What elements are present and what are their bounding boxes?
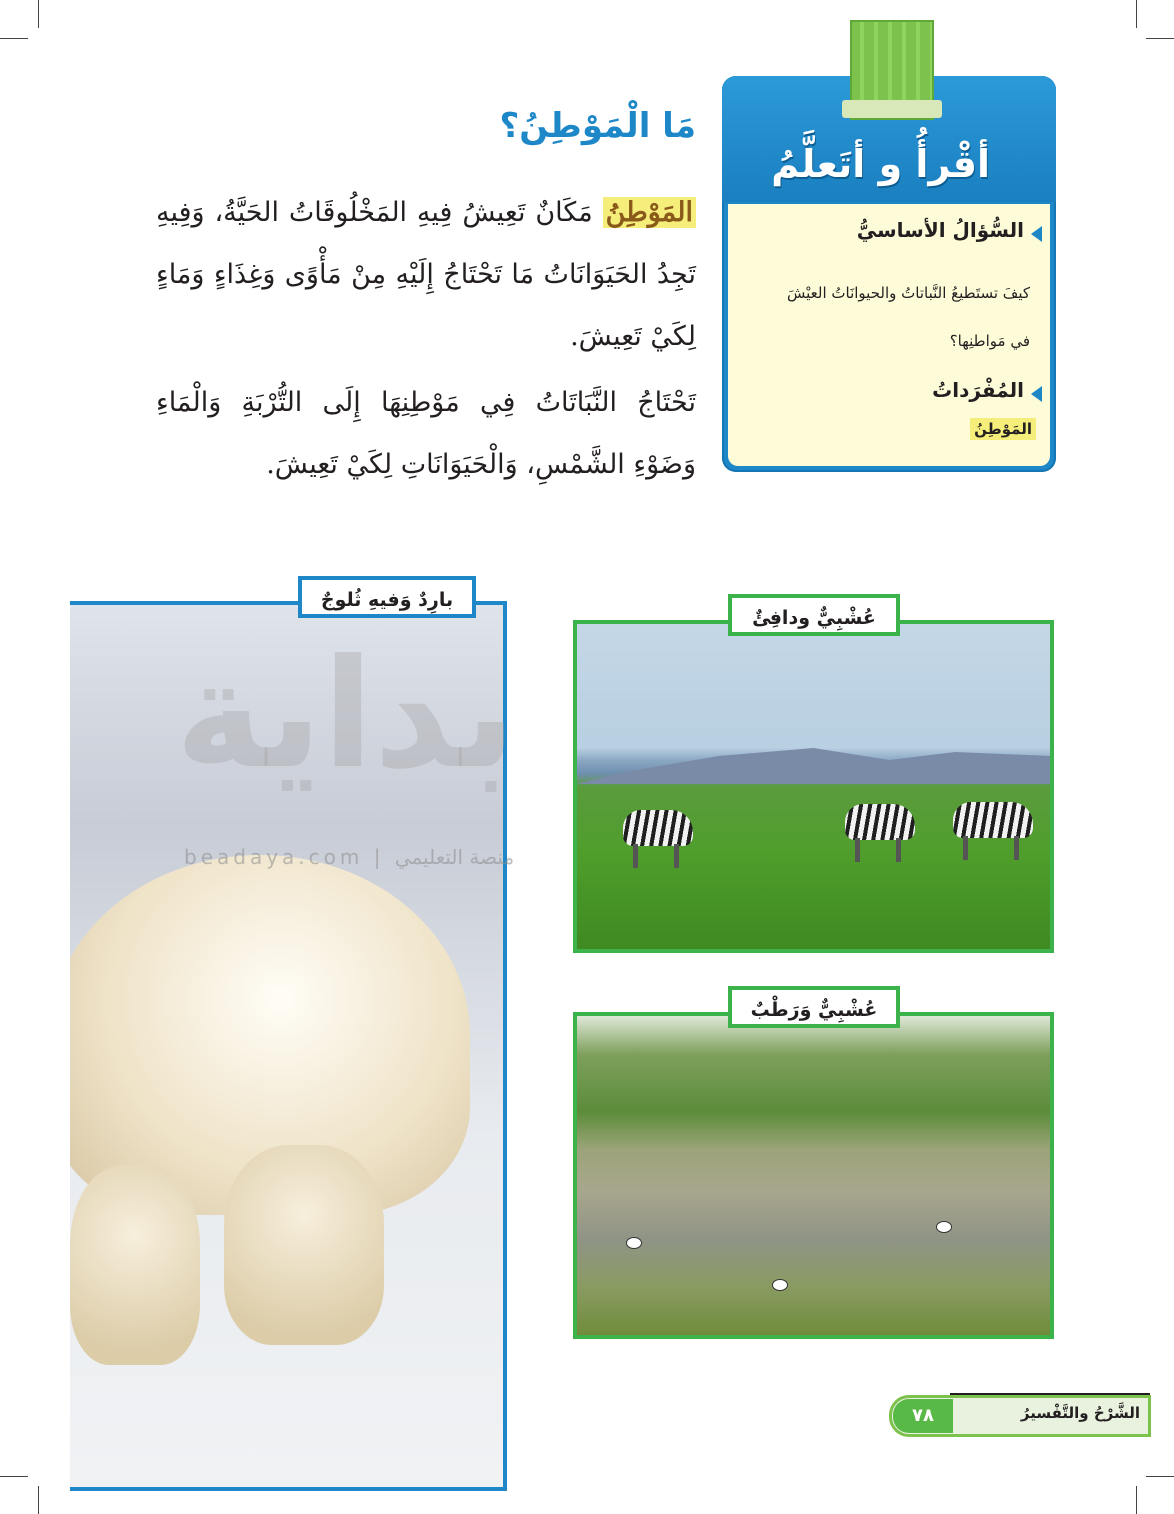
mountain-range <box>577 744 1050 784</box>
zebra-grassland-photo <box>573 620 1054 953</box>
vocabulary-heading: المُفْرَداتُ <box>932 378 1042 402</box>
zebra-caption: عُشْبِيٌّ ودافِئٌ <box>728 594 900 636</box>
crop-mark <box>1146 38 1174 39</box>
watermark-text: beadaya.com | منصة التعليمي <box>184 845 515 869</box>
vocabulary-word: المَوْطِنُ <box>970 418 1036 440</box>
wetland-photo <box>573 1012 1054 1339</box>
zebra-figure <box>623 810 693 846</box>
paragraph-text: مَكَانٌ تَعِيشُ فِيهِ المَخْلُوقَاتُ الحَيَّةُ، وَفِيهِ تَجِدُ الحَيَوَانَاتُ مَا تَحْتَاجُ إِلَيْهِ مِنْ مَأْوًى وَغِذَاءٍ وَمَاءٍ لِكَيْ تَعِيشَ. <box>156 197 696 352</box>
crop-mark <box>0 1476 28 1477</box>
section-title: مَا الْمَوْطِنُ؟ <box>499 106 696 146</box>
read-learn-box <box>722 76 1056 472</box>
polar-bear-caption: بارِدٌ وَفيهِ ثُلوجٌ <box>298 576 476 618</box>
read-learn-title: أقْرأُ و أتَعلَّمُ <box>771 142 990 186</box>
paragraph-habitat-definition <box>156 182 696 368</box>
polar-bear-leg <box>224 1145 384 1345</box>
crop-mark <box>38 0 39 28</box>
bird-figure <box>627 1238 641 1248</box>
essential-question-line2: في مَواطنِها؟ <box>949 332 1030 350</box>
page-number: ٧٨ <box>893 1399 953 1433</box>
bird-figure <box>937 1222 951 1232</box>
zebra-figure <box>953 802 1033 838</box>
footer-section-label: الشَّرْحُ والتَّفْسيرُ <box>1020 1404 1140 1422</box>
paragraph-plant-needs: تَحْتَاجُ النَّبَاتَاتُ فِي مَوْطِنِهَا إِلَى التُّرْبَةِ وَالْمَاءِ وَضَوْءِ الشَّمْسِ، وَالْحَيَوَانَاتِ لِكَيْ تَعِيشَ. <box>156 387 696 480</box>
essential-question-heading: السُّؤالُ الأساسيُّ <box>857 218 1042 242</box>
crop-mark <box>1136 1486 1137 1514</box>
crop-mark <box>38 1486 39 1514</box>
bird-figure <box>773 1280 787 1290</box>
essential-question-line1: كيفَ تستَطيعُ النَّباتاتُ والحيوانَاتُ العيْشَ <box>787 284 1030 302</box>
crop-mark <box>1146 1476 1174 1477</box>
watermark-logo: بداية <box>175 628 517 802</box>
wetland-caption: عُشْبِيٌّ وَرَطْبٌ <box>728 986 900 1028</box>
bookmark-ribbon-clip <box>842 100 942 118</box>
polar-bear-leg <box>70 1165 200 1365</box>
zebra-figure <box>845 804 915 840</box>
crop-mark <box>1136 0 1137 28</box>
keyword-highlight: المَوْطِنُ <box>603 197 696 228</box>
crop-mark <box>0 38 28 39</box>
